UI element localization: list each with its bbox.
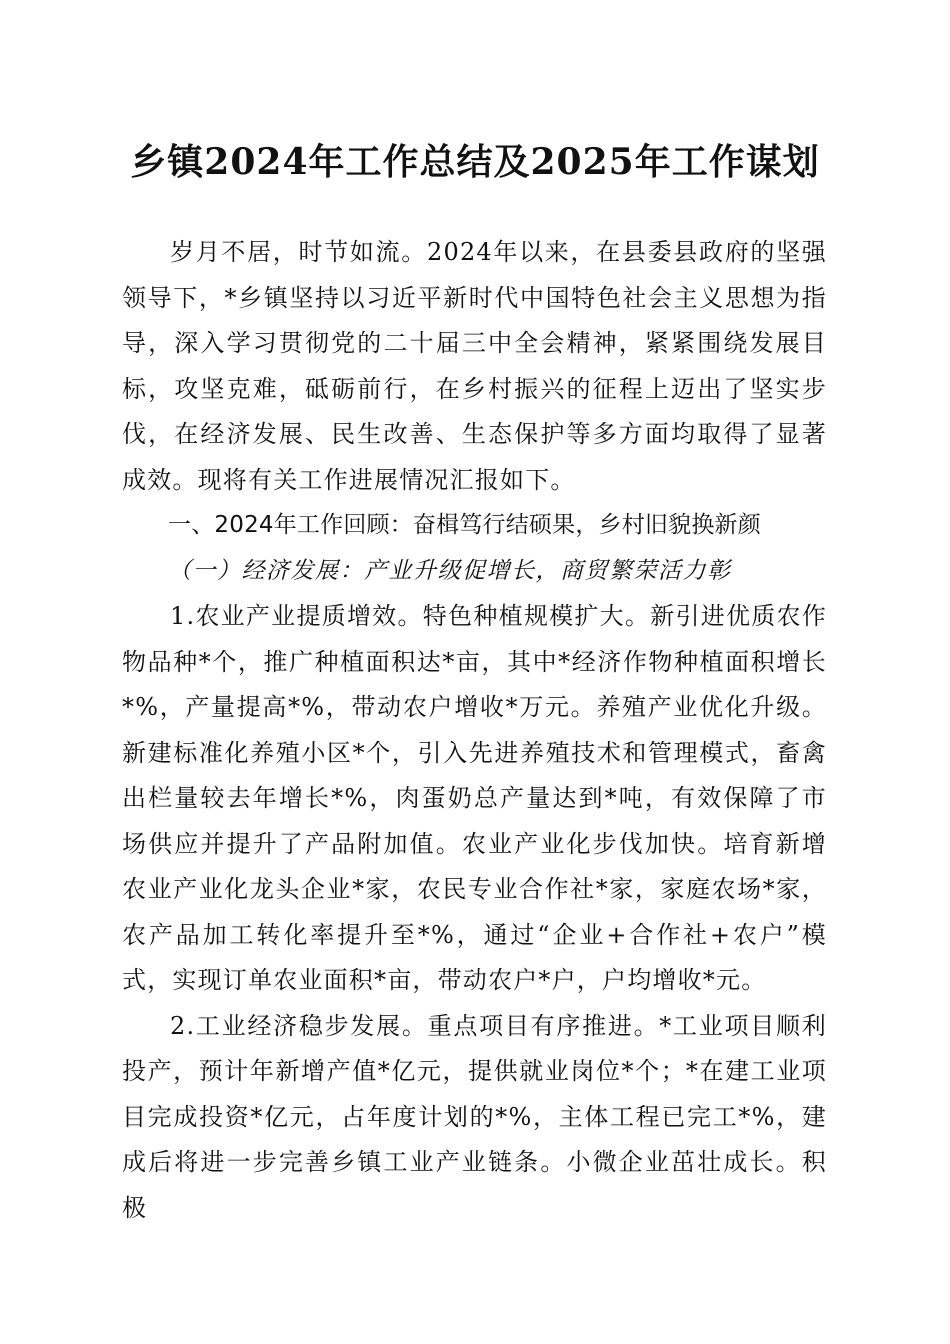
subsection-heading-1: （一）经济发展：产业升级促增长，商贸繁荣活力彰 (168, 557, 732, 584)
paragraph-industry: 2.工业经济稳步发展。重点项目有序推进。*工业项目顺利投产，预计年新增产值*亿元，提供就业岗位*个；*在建工业项目完成投资*亿元，占年度计划的*%，主体工程已完工*%，建成后将进一步完善乡镇工业产业链条。小微企业茁壮成长。积极 (122, 1011, 827, 1222)
paragraph-agriculture: 1.农业产业提质增效。特色种植规模扩大。新引进优质农作物品种*个，推广种植面积达*亩，其中*经济作物种植面积增长*%，产量提高*%，带动农户增收*万元。养殖产业优化升级。新建标准化养殖小区*个，引入先进养殖技术和管理模式，畜禽出栏量较去年增长*%，肉蛋奶总产量达到*吨，有效保障了市场供应并提升了产品附加值。农业产业化步伐加快。培育新增农业产业化龙头企业*家，农民专业合作社*家，家庭农场*家，农产品加工转化率提升至*%，通过“企业+合作社+农户”模式，实现订单农业面积*亩，带动农户*户，户均增收*元。 (122, 602, 827, 994)
intro-paragraph: 岁月不居，时节如流。2024年以来，在县委县政府的坚强领导下，*乡镇坚持以习近平新时代中国特色社会主义思想为指导，深入学习贯彻党的二十届三中全会精神，紧紧围绕发展目标，攻坚克难，砥砺前行，在乡村振兴的征程上迈出了坚实步伐，在经济发展、民生改善、生态保护等多方面均取得了显著成效。现将有关工作进展情况汇报如下。 (122, 238, 827, 494)
section-heading-1: 一、2024年工作回顾：奋楫笃行结硕果，乡村旧貌换新颜 (168, 512, 761, 538)
document-title: 乡镇2024年工作总结及2025年工作谋划 (130, 141, 820, 183)
document-body (122, 230, 827, 1231)
